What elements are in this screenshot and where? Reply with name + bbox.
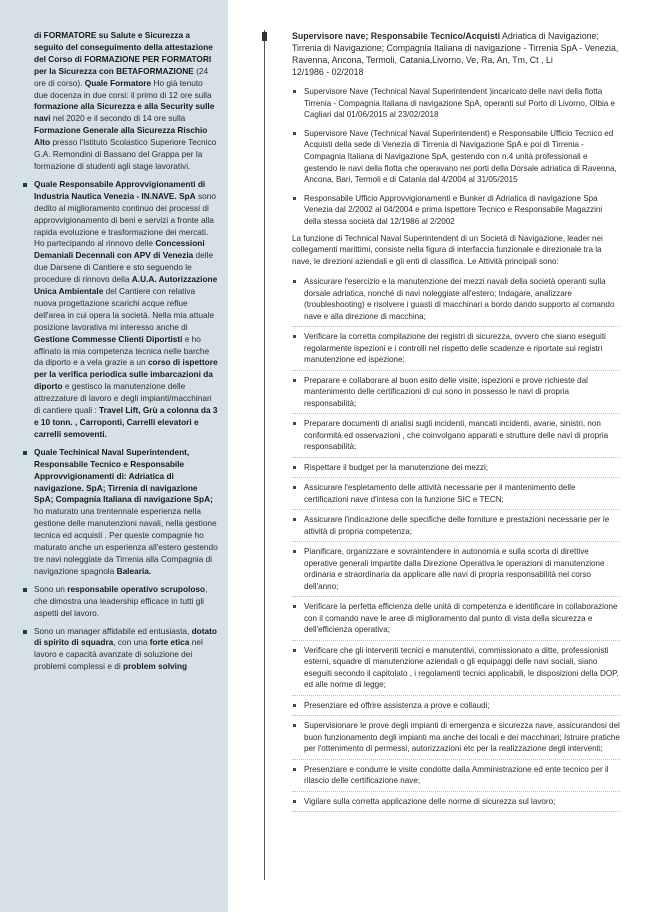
job-employer: Adriatica di Navigazione; Tirrenia di Navigazione; Compagnia Italiana di navigazione - Tirrenia SpA - Venezia, Ravenna, Ancona, Termoli, Catania,Livorno, Ve, Ra, An, Tm, Ct , Li (292, 31, 619, 65)
job-title: Supervisore nave; Responsabile Tecnico/Acquisti (292, 31, 501, 41)
duty-item: Vigilare sulla corretta applicazione delle norme di sicurezza sul lavoro; (292, 796, 620, 813)
duty-item: Pianificare, organizzare e sovraintendere in autonomia e sulla scorta di direttive operative generali impartite dalla Direzione Operativa le operazioni di manutenzione ordinaria e straordinaria da applicare alle navi di propria responsabilità nel corso dell'anno; (292, 546, 620, 597)
job-intro: La funzione di Technical Naval Superintendent di un Società di Navigazione, leader nei collegamenti marittimi, consiste nella figura di interfaccia funzionale e direzionale tra la nave, le direzioni aziendali e gli enti di classifica. Le Attività principali sono: (292, 233, 603, 266)
sidebar-item: Quale Responsabile Approvvigionamenti di Industria Nautica Venezia - IN.NAVE. SpA sono dedito al miglioramento continuo dei processi di approvvigionamento di beni e servizi a fronte alla rapida evoluzione e trasformazione dei mercati. Ho partecipando al rinnovo delle Concessioni Demaniali Decennali con APV di Venezia delle due Darsene di Cantiere e sto seguendo le procedure di rinnovo della A.U.A. Autorizzazione Unica Ambientale del Cantiere con relativa nuova progettazione scarichi acque reflue dell'area in cui opera la società. Nella mia attuale posizione lavorativa mi interesso anche di Gestione Commesse Clienti Diportisti e ho affinato la mia competenza tecnica nelle barche da diporto e a vela grazie a un corso di ispettore per la verifica periodica sulle imbarcazioni da diporto e gestisco la manutenzione delle attrezzature di lavoro e degli impianti/macchinari di cantiere quali : Travel Lift, Grù a colonna da 3 e 10 tonn. , Carroponti, Carrelli elevatori e carrelli semoventi. (22, 179, 218, 441)
duty-item: Supervisionare le prove degli impianti di emergenza e sicurezza nave, assicurandosi del buon funzionamento degli impianti ma anche dei locali e dei macchinari; Istruire pratiche per l'ottenimento di permessi, autorizzazioni etc per la realizzazione degli interventi; (292, 720, 620, 760)
job-header (292, 30, 620, 66)
sidebar-item: Sono un manager affidabile ed entusiasta, dotato di spirito di squadra, con una forte etica nel lavoro e capacità avanzate di soluzione dei problemi complessi e di problem solving (22, 626, 218, 674)
main-content (262, 30, 620, 816)
duty-item: Rispettare il budget per la manutenzione dei mezzi; (292, 462, 620, 479)
duty-item: Preparare documenti di analisi sugli incidenti, mancati incidenti, avarie, sinistri, non conformità ed osservazioni , che coinvolgano apparati e strutture delle navi di propria responsabilità; (292, 418, 620, 458)
role-item: Responsabile Ufficio Approvvigionamenti e Bunker di Adriatica di navigazione Spa Venezia dal 2/2002 al 04/2004 e prima Ispettore Tecnico e Responsabile Magazzini della stessa società dal 12/1986 al 2/2002 (292, 193, 620, 228)
duty-item: Assicurare l'espletamento delle attività necessarie per il mantenimento delle certificazioni nave d'intesa con la funzione SIC e TECN; (292, 482, 620, 510)
duty-item: Assicurare l'esercizio e la manutenzione dei mezzi navali della società operanti sulla dorsale adriatica, nonché di navi noleggiate all'estero; Indagare, analizzare (troubleshooting) e risolvere i guasti di macchinari a bordo dando supporto al comando nave e alla direzione di macchina; (292, 276, 620, 327)
duties-list (292, 276, 620, 812)
role-item: Supervisore Nave (Technical Naval Superintendent )incaricato delle navi della flotta Tirrenia - Compagnia Italiana di navigazione SpA, operanti sul Porto di Livorno, Olbia e Cagliari dal 01/06/2015 al 23/02/2018 (292, 86, 620, 121)
sidebar-item: di FORMATORE su Salute e Sicurezza a seguito del conseguimento della attestazione del Corso di FORMAZIONE PER FORMATORI per la Sicurezza con BETAFORMAZIONE (24 ore di corso). Quale Formatore Ho già tenuto due docenza in due corsi: il primo di 12 ore sulla formazione alla Sicurezza e alla Security sulle navi nel 2020 e il secondo di 14 ore sulla Formazione Generale alla Sicurezza Rischio Alto presso l'Istituto Scolastico Superiore Tecnico G.A. Remondini di Bassano del Grappa per la formazione di studenti agli stage lavorativi. (34, 30, 217, 171)
job-dates: 12/1986 - 02/2018 (292, 67, 364, 77)
role-item: Supervisore Nave (Technical Naval Superintendent) e Responsabile Ufficio Tecnico ed Acquisti della sede di Venezia di Tirrenia di Navigazione SpA e poi di Tirrenia - Compagnia Italiana di Navigazione SpA, gestendo con n.4 unità professionali e gestendo le navi della flotta che operavano nei porti della Dorsale adriatica di Ravenna, Ancona, Bari, Termoli e di Catania dal 4/2004 al 31/05/2015 (292, 128, 620, 186)
duty-item: Preparare e collaborare al buon esito delle visite, ispezioni e prove richieste dal mantenimento delle certificazioni di cui sono in possesso le navi di propria responsabilità; (292, 375, 620, 415)
roles-list (292, 86, 620, 228)
duty-item: Verificare la corretta compilazione dei registri di sicurezza, ovvero che siano eseguiti regolarmente ispezioni e i controlli nel rispetto delle scadenze e riportate sui registri manutenzione ed ispezione; (292, 331, 620, 371)
duty-item: Presenziare e condurre le visite condotte dalla Amministrazione ed ente tecnico per il rilascio delle certificazione nave; (292, 764, 620, 792)
duty-item: Presenziare ed offrire assistenza a prove e collaudi; (292, 700, 620, 717)
sidebar-list (22, 30, 218, 679)
sidebar-item: Quale Techinical Naval Superintendent, Responsabile Tecnico e Responsabile Approvvigionamenti di: Adriatica di navigazione. SpA; Tirrenia di navigazione SpA; Compagnia Italiana di navigazione SpA; ho maturato una trentennale esperienza nella gestione delle manutenzioni navali, nella gestione tecnica ed acquisti . Per queste compagnie ho maturato anche un esperienza all'estero gestendo tre navi noleggiate da Tirrenia alla Compagnia di navigazione spagnola Balearia. (22, 447, 218, 578)
duty-item: Verificare che gli interventi tecnici e manutentivi, commissionato a ditte, professionisti esterni, squadre di manutenzione aziendali o gli equipaggi delle navi sociali, siano eseguiti secondo il capitolato , i regolamenti tecnici applicabili, le disposizioni della DOP, ed alle norme di legge; (292, 645, 620, 696)
sidebar-item: Sono un responsabile operativo scrupoloso, che dimostra una leadership efficace in tutti gli aspetti del lavoro. (22, 584, 218, 620)
duty-item: Verificare la perfetta efficienza delle unità di competenza e identificare in collaborazione con il comando nave le aree di miglioramento dal punto di vista della sicurezza e dell'efficienza operativa; (292, 601, 620, 641)
sidebar-panel (0, 0, 228, 912)
duty-item: Assicurare l'indicazione delle specifiche delle forniture e prestazioni necessarie per le attività di propria competenza; (292, 514, 620, 542)
